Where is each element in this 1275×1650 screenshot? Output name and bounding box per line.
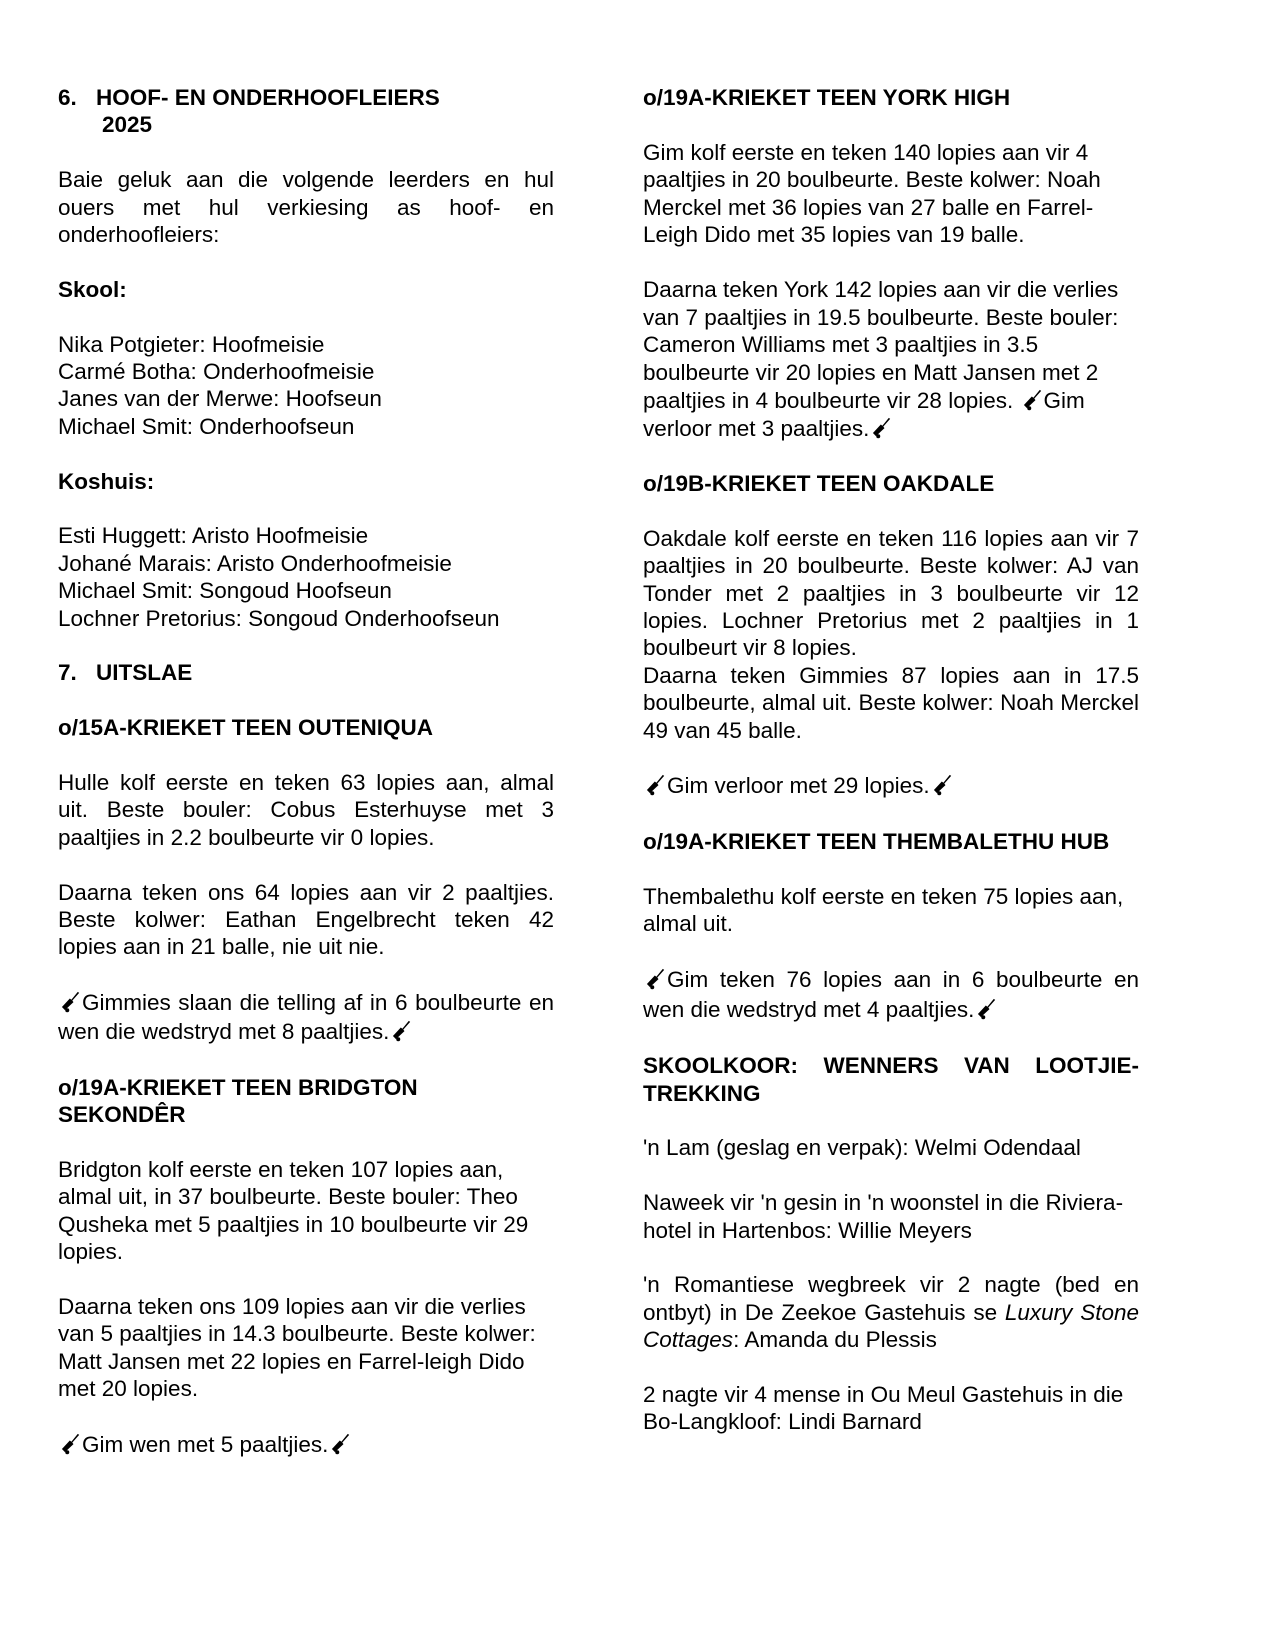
section-6-intro: Baie geluk aan die volgende leerders en hul ouers met hul verkiesing as hoof- en onderhoofleiers: [58, 167, 554, 248]
raffle-prize: Naweek vir 'n gesin in 'n woonstel in die Riviera-hotel in Hartenbos: Willie Meyers [643, 1190, 1124, 1243]
choir-raffle-heading: SKOOLKOOR: WENNERS VAN LOOTJIE-TREKKING [643, 1053, 1139, 1106]
cricket-bat-icon [975, 998, 997, 1020]
match-heading: o/19A-KRIEKET TEEN YORK HIGH [643, 85, 1011, 110]
list-item: Michael Smit: Songoud Hoofseun [58, 578, 392, 604]
cricket-bat-icon [931, 774, 953, 796]
section-number: 7. [58, 660, 77, 686]
section-7-heading [58, 659, 554, 686]
list-item: Johané Marais: Aristo Onderhoofmeisie [58, 550, 452, 576]
list-item: Carmé Botha: Onderhoofmeisie [58, 359, 375, 385]
match-heading: o/15A-KRIEKET TEEN OUTENIQUA [58, 715, 434, 741]
left-column [58, 84, 554, 1459]
school-subheading: Skool: [58, 276, 127, 302]
raffle-prize: 'n Lam (geslag en verpak): Welmi Odendaal [643, 1135, 1081, 1161]
section-title: HOOF- EN ONDERHOOFLEIERS [96, 85, 440, 110]
match-heading: o/19A-KRIEKET TEEN THEMBALETHU HUB [643, 828, 1110, 854]
section-title: UITSLAE [96, 660, 193, 686]
match-result: Gim teken 76 lopies aan in 6 boulbeurte en wen die wedstryd met 4 paaltjies. [643, 966, 1139, 1022]
match-result: Gim verloor met 3 paaltjies. [643, 388, 1085, 441]
cricket-bat-icon [870, 417, 892, 439]
list-item: Lochner Pretorius: Songoud Onderhoofseun [58, 605, 500, 631]
match-paragraph: Hulle kolf eerste en teken 63 lopies aan, almal uit. Beste bouler: Cobus Esterhuyse met 3 paaltjies in 2.2 boulbeurte vir 0 lopies. [58, 770, 554, 850]
list-item: Janes van der Merwe: Hoofseun [58, 386, 382, 412]
match-paragraph: Gim kolf eerste en teken 140 lopies aan vir 4 paaltjies in 20 boulbeurte. Beste kolwer: Noah Merckel met 36 lopies van 27 balle en Farrel-Leigh Dido met 35 lopies van 19 balle. [643, 139, 1101, 248]
match-paragraph: Daarna teken ons 109 lopies aan vir die verlies van 5 paaltjies in 14.3 boulbeurte. Beste kolwer: Matt Jansen met 22 lopies en Farrel-leigh Dido met 20 lopies. [58, 1293, 536, 1402]
cricket-bat-icon [59, 991, 81, 1013]
match-result: Gim wen met 5 paaltjies. [58, 1430, 554, 1459]
school-leaders-list [58, 331, 554, 441]
venue-name: Luxury Stone Cottages [643, 1299, 1139, 1353]
match-paragraph: Bridgton kolf eerste en teken 107 lopies aan, almal uit, in 37 boulbeurte. Beste bouler: Theo Qusheka met 5 paaltjies in 10 boulbeurte vir 29 lopies. [58, 1156, 529, 1265]
cricket-bat-icon [1021, 389, 1043, 411]
cricket-bat-icon [59, 1433, 81, 1455]
match-heading: o/19A-KRIEKET TEEN BRIDGTON SEKONDÊR [58, 1074, 418, 1128]
match-paragraph: Daarna teken York 142 lopies aan vir die verlies van 7 paaltjies in 19.5 boulbeurte. Beste bouler: Cameron Williams met 3 paaltjies in 3.5 boulbeurte vir 20 lopies en Matt Jansen met 2 paaltjies in 4 boulbeurte vir 28 lopies. Gim verloor met 3 paaltjies. [643, 276, 1119, 441]
list-item: Michael Smit: Onderhoofseun [58, 413, 355, 439]
match-result: Gimmies slaan die telling af in 6 boulbeurte en wen die wedstryd met 8 paaltjies. [58, 990, 554, 1045]
cricket-bat-icon [644, 968, 666, 990]
raffle-prize: 2 nagte vir 4 mense in Ou Meul Gastehuis in die Bo-Langkloof: Lindi Barnard [643, 1382, 1124, 1435]
cricket-bat-icon [644, 774, 666, 796]
match-paragraph: Thembalethu kolf eerste en teken 75 lopies aan, almal uit. [643, 883, 1124, 937]
section-number: 6. [58, 85, 77, 110]
section-year: 2025 [102, 112, 153, 138]
cricket-bat-icon [329, 1433, 351, 1455]
list-item: Nika Potgieter: Hoofmeisie [58, 331, 325, 357]
hostel-leaders-list [58, 522, 554, 632]
match-heading: o/19B-KRIEKET TEEN OAKDALE [643, 470, 995, 496]
match-result: Gim verloor met 29 lopies. [643, 771, 1139, 800]
match-paragraph: Oakdale kolf eerste en teken 116 lopies aan vir 7 paaltjies in 20 boulbeurte. Beste kolwer: AJ van Tonder met 2 paaltjies in 3 boulbeurte vir 12 lopies. Lochner Pretorius met 2 paaltjies in 1 boulbeurt vir 8 lopies. [643, 525, 1139, 661]
right-column [643, 84, 1139, 1436]
match-paragraph: Daarna teken Gimmies 87 lopies aan in 17.5 boulbeurte, almal uit. Beste kolwer: Noah Merckel 49 van 45 balle. [643, 662, 1139, 743]
hostel-subheading: Koshuis: [58, 468, 155, 494]
raffle-prize: 'n Romantiese wegbreek vir 2 nagte (bed en ontbyt) in De Zeekoe Gastehuis se Luxury Stone Cottages: Amanda du Plessis [643, 1272, 1139, 1353]
cricket-bat-icon [390, 1020, 412, 1042]
match-paragraph: Daarna teken ons 64 lopies aan vir 2 paaltjies. Beste kolwer: Eathan Engelbrecht teken 42 lopies aan in 21 balle, nie uit nie. [58, 879, 554, 960]
list-item: Esti Huggett: Aristo Hoofmeisie [58, 523, 369, 549]
section-6-heading [58, 84, 554, 139]
